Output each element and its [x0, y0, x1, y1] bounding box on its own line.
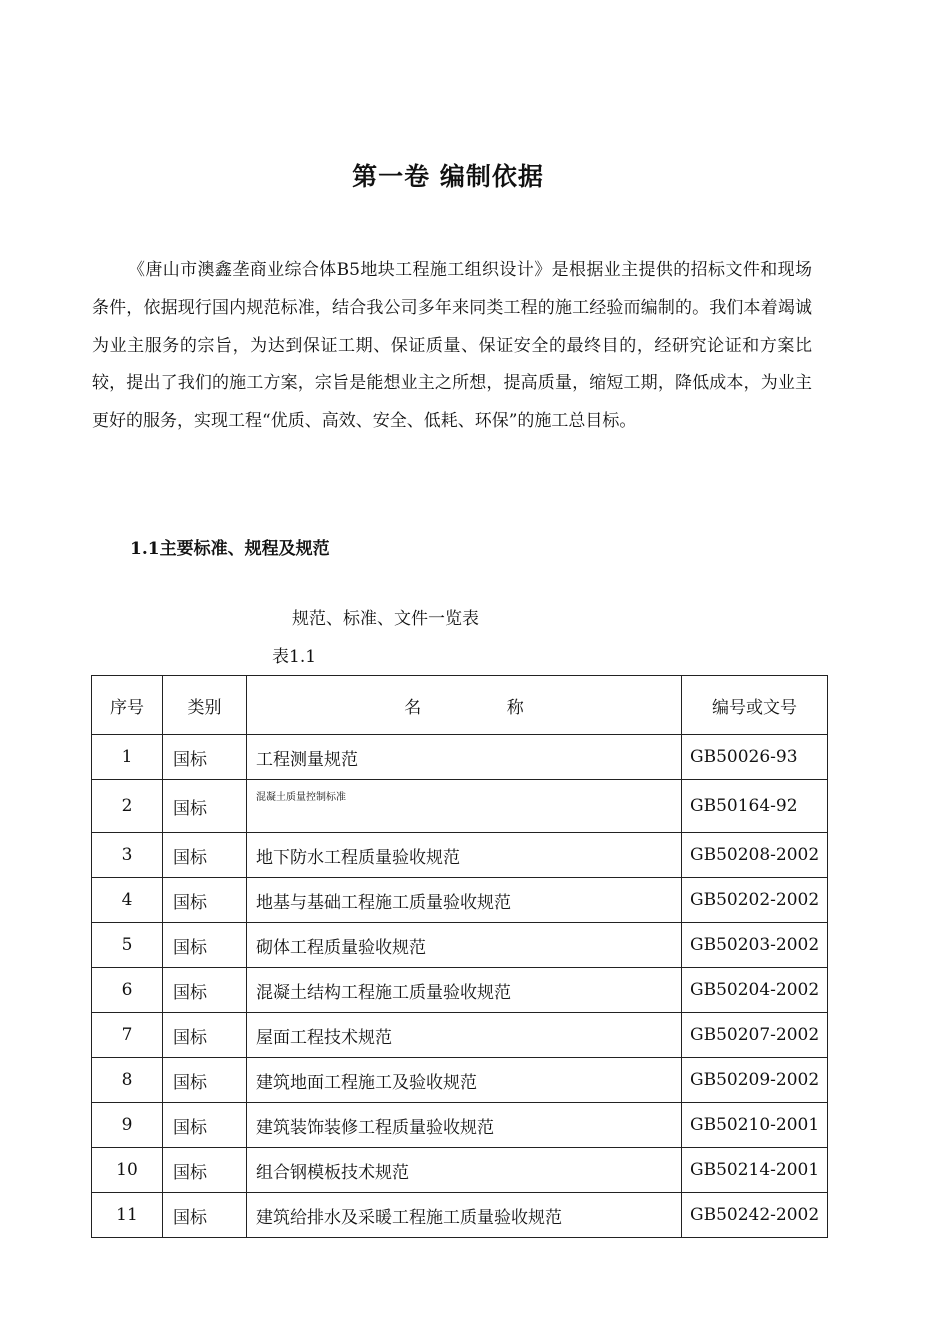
row-no: 11: [92, 1193, 163, 1238]
row-no: 1: [92, 735, 163, 780]
row-name: 混凝土质量控制标准: [247, 780, 682, 833]
table-row: [92, 968, 828, 1013]
row-code: GB50214-2001: [682, 1148, 828, 1193]
row-name: 组合钢模板技术规范: [247, 1148, 682, 1193]
table-caption: 规范、标准、文件一览表: [292, 609, 479, 629]
row-type: 国标: [163, 1058, 247, 1103]
table-row: [92, 923, 828, 968]
row-name: 建筑地面工程施工及验收规范: [247, 1058, 682, 1103]
row-code: GB50208-2002: [682, 833, 828, 878]
table-row: [92, 735, 828, 780]
row-type: 国标: [163, 968, 247, 1013]
row-code: GB50202-2002: [682, 878, 828, 923]
page-title: 第一卷 编制依据: [352, 161, 544, 191]
row-no: 5: [92, 923, 163, 968]
row-no: 7: [92, 1013, 163, 1058]
row-type: 国标: [163, 833, 247, 878]
section-heading: 1.1主要标准、规程及规范: [130, 539, 330, 559]
row-name: 工程测量规范: [247, 735, 682, 780]
table-number: 表1.1: [272, 647, 317, 667]
header-name: 名 称: [247, 676, 682, 735]
row-name: 建筑给排水及采暖工程施工质量验收规范: [247, 1193, 682, 1238]
row-no: 4: [92, 878, 163, 923]
row-type: 国标: [163, 878, 247, 923]
row-name: 混凝土结构工程施工质量验收规范: [247, 968, 682, 1013]
intro-paragraph: 《唐山市澳鑫垄商业综合体B5地块工程施工组织设计》是根据业主提供的招标文件和现场条件，依据现行国内规范标准，结合我公司多年来同类工程的施工经验而编制的。我们本着竭诚为业主服务的宗旨，为达到保证工期、保证质量、保证安全的最终目的，经研究论证和方案比较，提出了我们的施工方案，宗旨是能想业主之所想，提高质量，缩短工期，降低成本，为业主更好的服务，实现工程“优质、高效、安全、低耗、环保”的施工总目标。: [92, 260, 812, 432]
row-no: 9: [92, 1103, 163, 1148]
row-code: GB50026-93: [682, 735, 828, 780]
table-row: [92, 833, 828, 878]
header-type: 类别: [163, 676, 247, 735]
standards-table: [91, 675, 828, 1238]
row-code: GB50210-2001: [682, 1103, 828, 1148]
row-name: 屋面工程技术规范: [247, 1013, 682, 1058]
table-row: [92, 1058, 828, 1103]
row-type: 国标: [163, 1148, 247, 1193]
row-type: 国标: [163, 923, 247, 968]
table-row: [92, 878, 828, 923]
row-type: 国标: [163, 735, 247, 780]
row-no: 6: [92, 968, 163, 1013]
row-code: GB50203-2002: [682, 923, 828, 968]
row-type: 国标: [163, 1103, 247, 1148]
row-name: 建筑装饰装修工程质量验收规范: [247, 1103, 682, 1148]
table-row: [92, 1193, 828, 1238]
row-code: GB50209-2002: [682, 1058, 828, 1103]
row-name: 砌体工程质量验收规范: [247, 923, 682, 968]
row-type: 国标: [163, 1013, 247, 1058]
table-row: [92, 1013, 828, 1058]
row-name: 地下防水工程质量验收规范: [247, 833, 682, 878]
row-type: 国标: [163, 780, 247, 833]
table-header-row: [92, 676, 828, 735]
header-no: 序号: [92, 676, 163, 735]
row-no: 8: [92, 1058, 163, 1103]
row-no: 3: [92, 833, 163, 878]
row-no: 2: [92, 780, 163, 833]
row-code: GB50164-92: [682, 780, 828, 833]
row-code: GB50207-2002: [682, 1013, 828, 1058]
header-code: 编号或文号: [682, 676, 828, 735]
table-row: [92, 780, 828, 833]
row-code: GB50242-2002: [682, 1193, 828, 1238]
row-type: 国标: [163, 1193, 247, 1238]
row-code: GB50204-2002: [682, 968, 828, 1013]
table-row: [92, 1103, 828, 1148]
row-no: 10: [92, 1148, 163, 1193]
row-name: 地基与基础工程施工质量验收规范: [247, 878, 682, 923]
table-row: [92, 1148, 828, 1193]
